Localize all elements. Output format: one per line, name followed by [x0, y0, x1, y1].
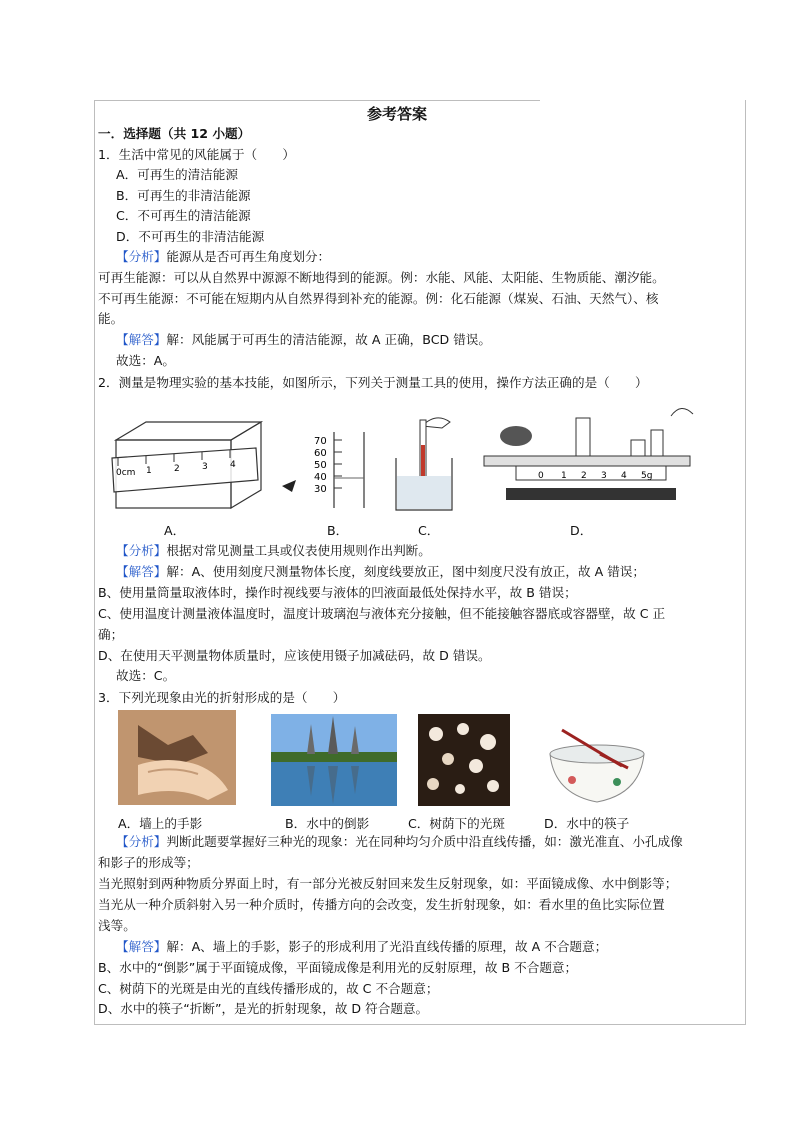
- figure-a-ruler: [112, 422, 261, 508]
- analysis-tag: 【分析】: [116, 249, 167, 264]
- q2-figure: [106, 400, 746, 525]
- q2-analysis: [116, 542, 431, 560]
- q2-stem: 2．测量是物理实验的基本技能，如图所示，下列关于测量工具的使用，操作方法正确的是（ ）: [98, 375, 648, 390]
- q3-answer-text: 解：A、墙上的手影，影子的形成利用了光沿直线传播的原理，故 A 不合题意；: [166, 939, 608, 954]
- q1-answer-text: 解：风能属于可再生的清洁能源，故 A 正确，BCD 错误。: [166, 332, 491, 347]
- q1-answer: [116, 331, 491, 349]
- q3-analysis: [116, 833, 683, 851]
- photo-label-b: B．水中的倒影: [285, 816, 370, 831]
- scale-tick: 3: [601, 471, 607, 481]
- q3-answer-line: B、水中的“倒影”属于平面镜成像，平面镜成像是利用光的反射原理，故 B 不合题意；: [98, 960, 578, 975]
- figure-label-d: D．: [570, 523, 593, 538]
- q2-answer-text: 解：A、使用刻度尺测量物体长度，刻度线要放正，图中刻度尺没有放正，故 A 错误；: [166, 564, 645, 579]
- figure-label-a: A．: [164, 523, 186, 538]
- ruler-tick: 4: [230, 460, 236, 470]
- photo-hand-shadow: [118, 710, 236, 805]
- q3-answer-line: C、树荫下的光斑是由光的直线传播形成的，故 C 不合题意；: [98, 981, 439, 996]
- figure-d-balance: [484, 408, 693, 500]
- q1-analysis-line: 可再生能源：可以从自然界中源源不断地得到的能源。例：水能、风能、太阳能、生物质能、潮汐能。: [98, 270, 665, 285]
- answer-tag: 【解答】: [116, 332, 167, 347]
- cylinder-tick: 40: [314, 472, 327, 483]
- photo-label-c: C．树荫下的光斑: [408, 816, 505, 831]
- scale-tick: 5g: [641, 471, 653, 481]
- q3-analysis-line: 和影子的形成等；: [98, 855, 199, 870]
- scale-tick: 2: [581, 471, 587, 481]
- figure-b-cylinder: [282, 432, 364, 508]
- cylinder-tick: 70: [314, 436, 327, 447]
- figure-label-b: B．: [327, 523, 349, 538]
- q3-analysis-line: 当光从一种介质斜射入另一种介质时，传播方向的会改变，发生折射现象，如：看水里的鱼比实际位置: [98, 897, 665, 912]
- q2-answer-line: 确；: [98, 627, 124, 642]
- q2-analysis-text: 根据对常见测量工具或仪表使用规则作出判断。: [166, 543, 431, 558]
- scale-tick: 0: [538, 471, 544, 481]
- q1-analysis-line: 不可再生能源：不可能在短期内从自然界得到补充的能源。例：化石能源（煤炭、石油、天然气）、核: [98, 291, 659, 306]
- q3-analysis-text: 判断此题要掌握好三种光的现象：光在同种均匀介质中沿直线传播，如：激光准直、小孔成像: [166, 834, 683, 849]
- ruler-tick: 3: [202, 462, 208, 472]
- photo-label-d: D．水中的筷子: [544, 816, 630, 831]
- figure-label-c: C．: [418, 523, 440, 538]
- q3-answer: [116, 938, 607, 956]
- q1-option-d: D．不可再生的非清洁能源: [116, 229, 265, 244]
- section-heading: 一．选择题（共 12 小题）: [98, 126, 251, 141]
- q1-option-c: C．不可再生的清洁能源: [116, 208, 251, 223]
- analysis-tag: 【分析】: [116, 834, 167, 849]
- photo-chopsticks-bowl: [542, 728, 652, 806]
- q3-answer-line: D、水中的筷子“折断”，是光的折射现象，故 D 符合题意。: [98, 1001, 429, 1016]
- q2-answer-line: C、使用温度计测量液体温度时，温度计玻璃泡与液体充分接触，但不能接触容器底或容器壁，故 C 正: [98, 606, 666, 621]
- q1-analysis-line: 能。: [98, 311, 124, 326]
- scale-tick: 4: [621, 471, 627, 481]
- q2-answer: [116, 563, 645, 581]
- q1-analysis: [116, 248, 330, 266]
- eye-icon: [282, 480, 296, 492]
- ruler-tick: 1: [146, 466, 152, 476]
- figure-c-thermometer: [396, 418, 452, 510]
- answer-tag: 【解答】: [116, 939, 167, 954]
- cylinder-tick: 30: [314, 484, 327, 495]
- q3-analysis-line: 当光照射到两种物质分界面上时，有一部分光被反射回来发生反射现象，如：平面镜成像、水中倒影等；: [98, 876, 678, 891]
- q2-choice: 故选：C。: [116, 668, 176, 683]
- photo-light-spots: [418, 714, 510, 806]
- q1-option-b: B．可再生的非清洁能源: [116, 188, 251, 203]
- q1-choice: 故选：A。: [116, 353, 175, 368]
- answer-tag: 【解答】: [116, 564, 167, 579]
- ruler-tick: 0cm: [116, 468, 136, 478]
- q2-answer-line: D、在使用天平测量物体质量时，应该使用镊子加减砝码，故 D 错误。: [98, 648, 491, 663]
- q3-stem: 3．下列光现象由光的折射形成的是（ ）: [98, 690, 346, 705]
- cylinder-tick: 50: [314, 460, 327, 471]
- analysis-tag: 【分析】: [116, 543, 167, 558]
- page-title: 参考答案: [366, 105, 427, 123]
- photo-label-a: A．墙上的手影: [118, 816, 203, 831]
- q1-option-a: A．可再生的清洁能源: [116, 167, 238, 182]
- ruler-tick: 2: [174, 464, 180, 474]
- q2-answer-line: B、使用量筒量取液体时，操作时视线要与液体的凹液面最低处保持水平，故 B 错误；: [98, 585, 577, 600]
- cylinder-tick: 60: [314, 448, 327, 459]
- q1-analysis-text: 能源从是否可再生角度划分：: [166, 249, 331, 264]
- photo-reflection: [271, 714, 397, 806]
- q3-analysis-line: 浅等。: [98, 918, 136, 933]
- scale-tick: 1: [561, 471, 567, 481]
- q1-stem: 1．生活中常见的风能属于（ ）: [98, 147, 295, 162]
